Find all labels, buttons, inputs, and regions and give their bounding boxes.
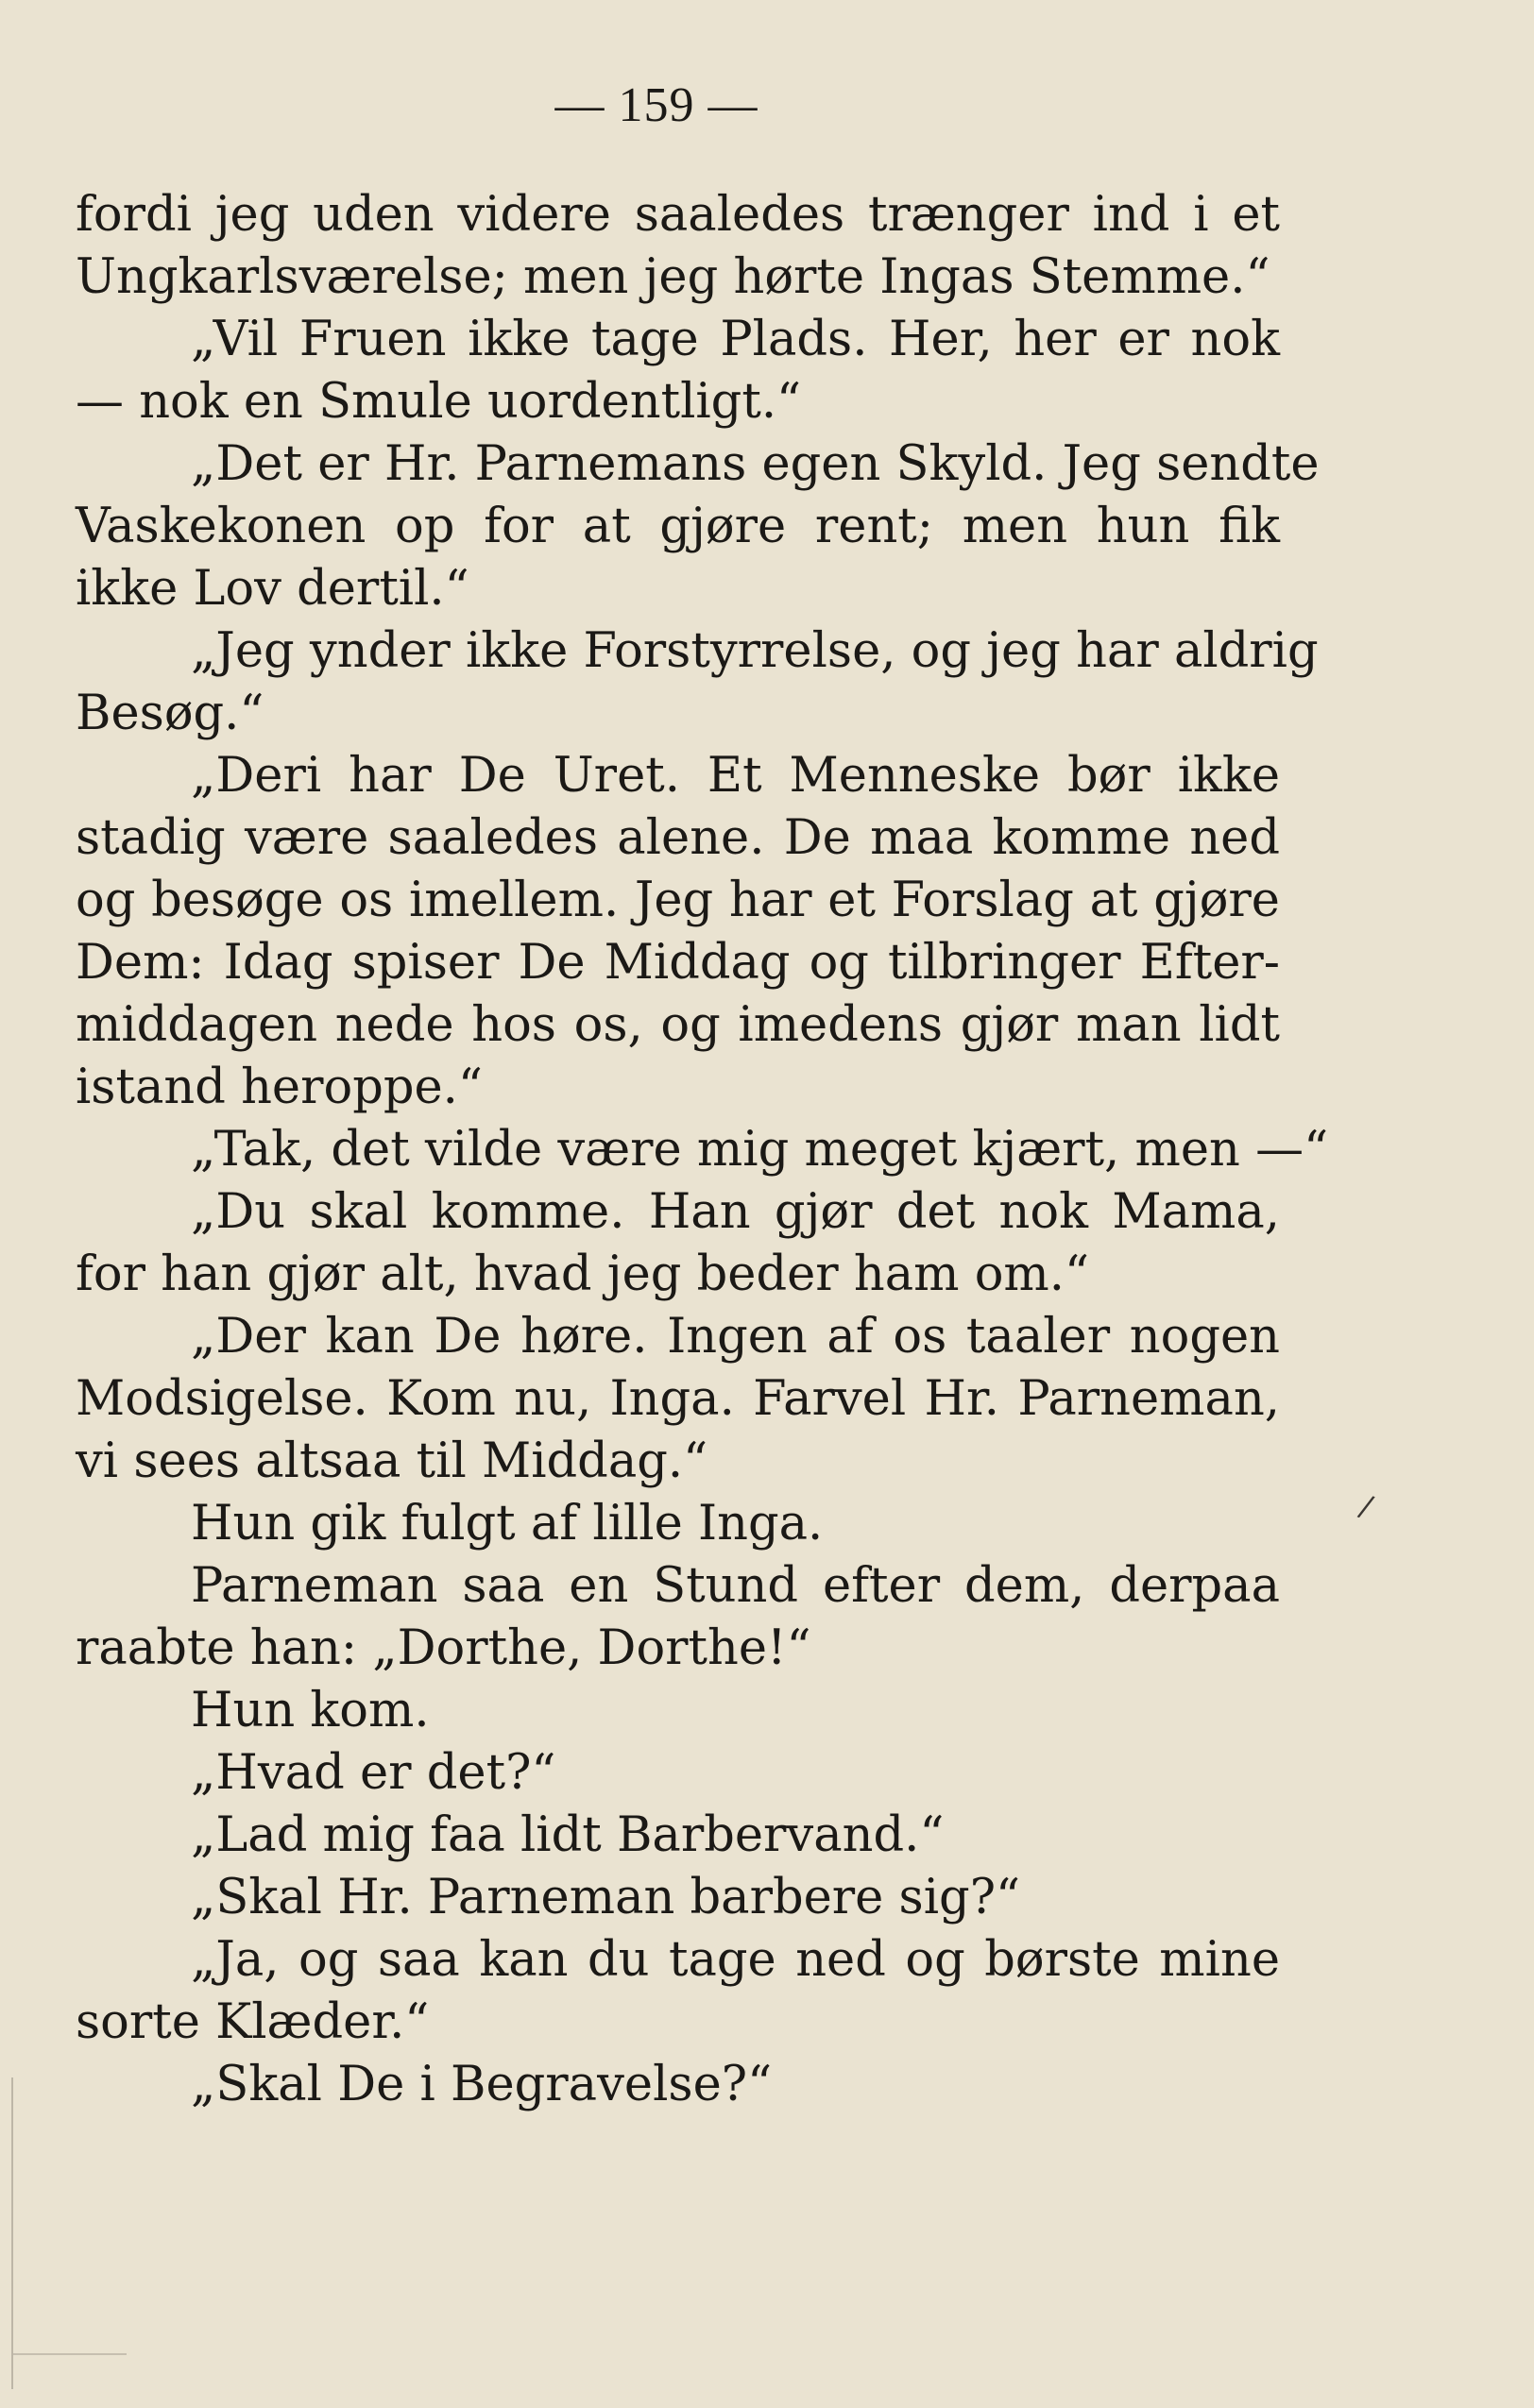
- text-line: „Skal Hr. Parneman barbere sig?“: [191, 1870, 1021, 1925]
- text-line: Parneman saa en Stund efter dem, derpaa: [191, 1558, 1280, 1614]
- ink-mark: /: [1355, 1487, 1377, 1525]
- text-line: „Der kan De høre. Ingen af os taaler nogen: [191, 1309, 1280, 1365]
- text-line: ikke Lov dertil.“: [76, 561, 469, 617]
- text-line: „Jeg ynder ikke Forstyrrelse, og jeg har aldrig: [191, 623, 1319, 679]
- text-line: for han gjør alt, hvad jeg beder ham om.“: [76, 1246, 1090, 1302]
- text-line: „Ja, og saa kan du tage ned og børste mine: [191, 1932, 1280, 1988]
- text-line: „Skal De i Begravelse?“: [191, 2057, 773, 2112]
- text-line: sorte Klæder.“: [76, 1994, 430, 2050]
- text-line: „Deri har De Uret. Et Menneske bør ikke: [191, 748, 1280, 804]
- text-line: Hun kom.: [191, 1683, 430, 1738]
- text-line: Modsigelse. Kom nu, Inga. Farvel Hr. Parneman,: [76, 1371, 1280, 1427]
- text-line: raabte han: „Dorthe, Dorthe!“: [76, 1620, 811, 1676]
- text-line: Hun gik fulgt af lille Inga.: [191, 1496, 824, 1552]
- text-line: „Det er Hr. Parnemans egen Skyld. Jeg sendte: [191, 436, 1320, 492]
- text-line: „Lad mig faa lidt Barbervand.“: [191, 1807, 945, 1863]
- text-line: „Vil Fruen ikke tage Plads. Her, her er nok: [191, 312, 1280, 367]
- scan-corner-line: [13, 2353, 127, 2355]
- scan-edge-line: [11, 2077, 13, 2389]
- text-line: Dem: Idag spiser De Middag og tilbringer Efter-: [76, 935, 1280, 991]
- text-line: „Hvad er det?“: [191, 1745, 556, 1801]
- text-line: stadig være saaledes alene. De maa komme ned: [76, 810, 1280, 866]
- text-line: „Tak, det vilde være mig meget kjært, men —“: [191, 1122, 1329, 1178]
- text-line: og besøge os imellem. Jeg har et Forslag at gjøre: [76, 873, 1280, 928]
- text-line: „Du skal komme. Han gjør det nok Mama,: [191, 1184, 1280, 1240]
- text-line: vi sees altsaa til Middag.“: [76, 1433, 708, 1489]
- text-line: Besøg.“: [76, 686, 264, 741]
- text-line: fordi jeg uden videre saaledes trænger ind i et: [76, 187, 1280, 243]
- text-line: middagen nede hos os, og imedens gjør man lidt: [76, 997, 1280, 1053]
- text-line: Ungkarlsværelse; men jeg hørte Ingas Stemme.“: [76, 249, 1270, 305]
- text-line: Vaskekonen op for at gjøre rent; men hun fik: [76, 499, 1280, 554]
- page-number: — 159 —: [554, 78, 758, 132]
- text-line: — nok en Smule uordentligt.“: [76, 374, 802, 430]
- text-line: istand heroppe.“: [76, 1060, 483, 1115]
